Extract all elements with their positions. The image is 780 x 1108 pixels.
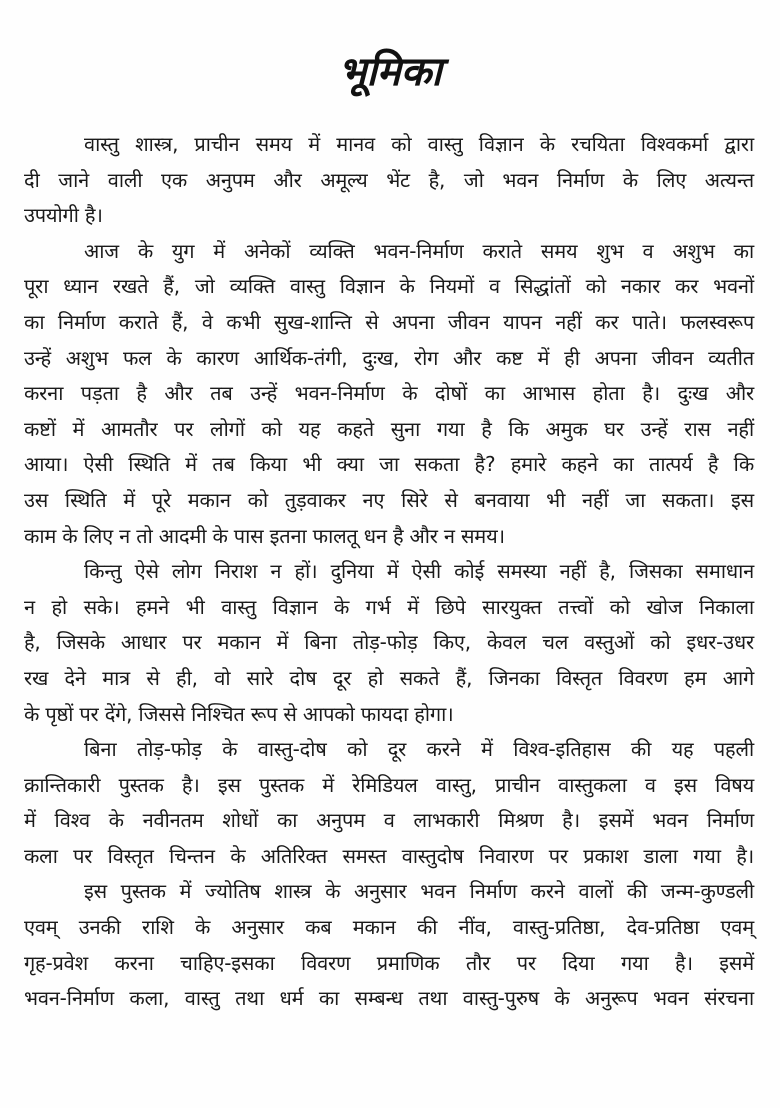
paragraph-4 <box>24 732 754 874</box>
text-line: पूरा ध्यान रखते हैं, जो व्यक्ति वास्तु विज्ञान के नियमों व सिद्धांतों को नकार कर भवनों <box>24 274 754 299</box>
text-line: है, जिसके आधार पर मकान में बिना तोड़-फोड़ किए, केवल चल वस्तुओं को इधर-उधर <box>24 630 754 655</box>
text-line: के पृष्ठों पर देंगे, जिससे निश्चित रूप से आपको फायदा होगा। <box>24 701 454 726</box>
text-line: किन्तु ऐसे लोग निराश न हों। दुनिया में ऐसी कोई समस्या नहीं है, जिसका समाधान <box>84 559 754 584</box>
text-line: आज के युग में अनेकों व्यक्ति भवन-निर्माण कराते समय शुभ व अशुभ का <box>84 238 754 263</box>
text-line: न हो सके। हमने भी वास्तु विज्ञान के गर्भ में छिपे सारयुक्त तत्त्वों को खोज निकाला <box>24 594 754 619</box>
paragraph-5 <box>24 874 754 1016</box>
preface-body <box>24 127 754 1017</box>
text-line: बिना तोड़-फोड़ के वास्तु-दोष को दूर करने में विश्व-इतिहास की यह पहली <box>84 737 754 762</box>
text-line: उपयोगी है। <box>24 203 103 228</box>
text-line: गृह-प्रवेश करना चाहिए-इसका विवरण प्रमाणिक तौर पर दिया गया है। इसमें <box>24 950 754 975</box>
text-line: में विश्व के नवीनतम शोधों का अनुपम व लाभकारी मिश्रण है। इसमें भवन निर्माण <box>24 808 754 833</box>
text-line: कष्टों में आमतौर पर लोगों को यह कहते सुना गया है कि अमुक घर उन्हें रास नहीं <box>24 416 754 441</box>
page-title: भूमिका <box>338 48 442 95</box>
text-line: उन्हें अशुभ फल के कारण आर्थिक-तंगी, दुःख, रोग और कष्ट में ही अपना जीवन व्यतीत <box>24 345 754 370</box>
text-line: वास्तु शास्त्र, प्राचीन समय में मानव को वास्तु विज्ञान के रचयिता विश्वकर्मा द्वारा <box>84 132 754 156</box>
text-line: एवम् उनकी राशि के अनुसार कब मकान की नींव, वास्तु-प्रतिष्ठा, देव-प्रतिष्ठा एवम् <box>24 915 754 940</box>
paragraph-2 <box>24 234 754 554</box>
text-line: उस स्थिति में पूरे मकान को तुड़वाकर नए सिरे से बनवाया भी नहीं जा सकता। इस <box>24 487 754 512</box>
text-line: दी जाने वाली एक अनुपम और अमूल्य भेंट है, जो भवन निर्माण के लिए अत्यन्त <box>24 167 754 192</box>
text-line: करना पड़ता है और तब उन्हें भवन-निर्माण के दोषों का आभास होता है। दुःख और <box>24 381 754 406</box>
text-line: आया। ऐसी स्थिति में तब किया भी क्या जा सकता है? हमारे कहने का तात्पर्य है कि <box>24 452 754 477</box>
paragraph-1 <box>24 127 754 234</box>
text-line: भवन-निर्माण कला, वास्तु तथा धर्म का सम्बन्ध तथा वास्तु-पुरुष के अनुरूप भवन संरचना <box>24 986 754 1011</box>
text-line: कला पर विस्तृत चिन्तन के अतिरिक्त समस्त वास्तुदोष निवारण पर प्रकाश डाला गया है। <box>24 843 754 868</box>
text-line: रख देने मात्र से ही, वो सारे दोष दूर हो सकते हैं, जिनका विस्तृत विवरण हम आगे <box>24 665 754 690</box>
text-line: का निर्माण कराते हैं, वे कभी सुख-शान्ति से अपना जीवन यापन नहीं कर पाते। फलस्वरूप <box>24 309 754 334</box>
text-line: काम के लिए न तो आदमी के पास इतना फालतू धन है और न समय। <box>24 523 505 548</box>
text-line: इस पुस्तक में ज्योतिष शास्त्र के अनुसार भवन निर्माण करने वालों की जन्म-कुण्डली <box>84 879 754 904</box>
text-line: क्रान्तिकारी पुस्तक है। इस पुस्तक में रेमिडियल वास्तु, प्राचीन वास्तुकला व इस विषय <box>24 772 754 797</box>
paragraph-3 <box>24 554 754 732</box>
